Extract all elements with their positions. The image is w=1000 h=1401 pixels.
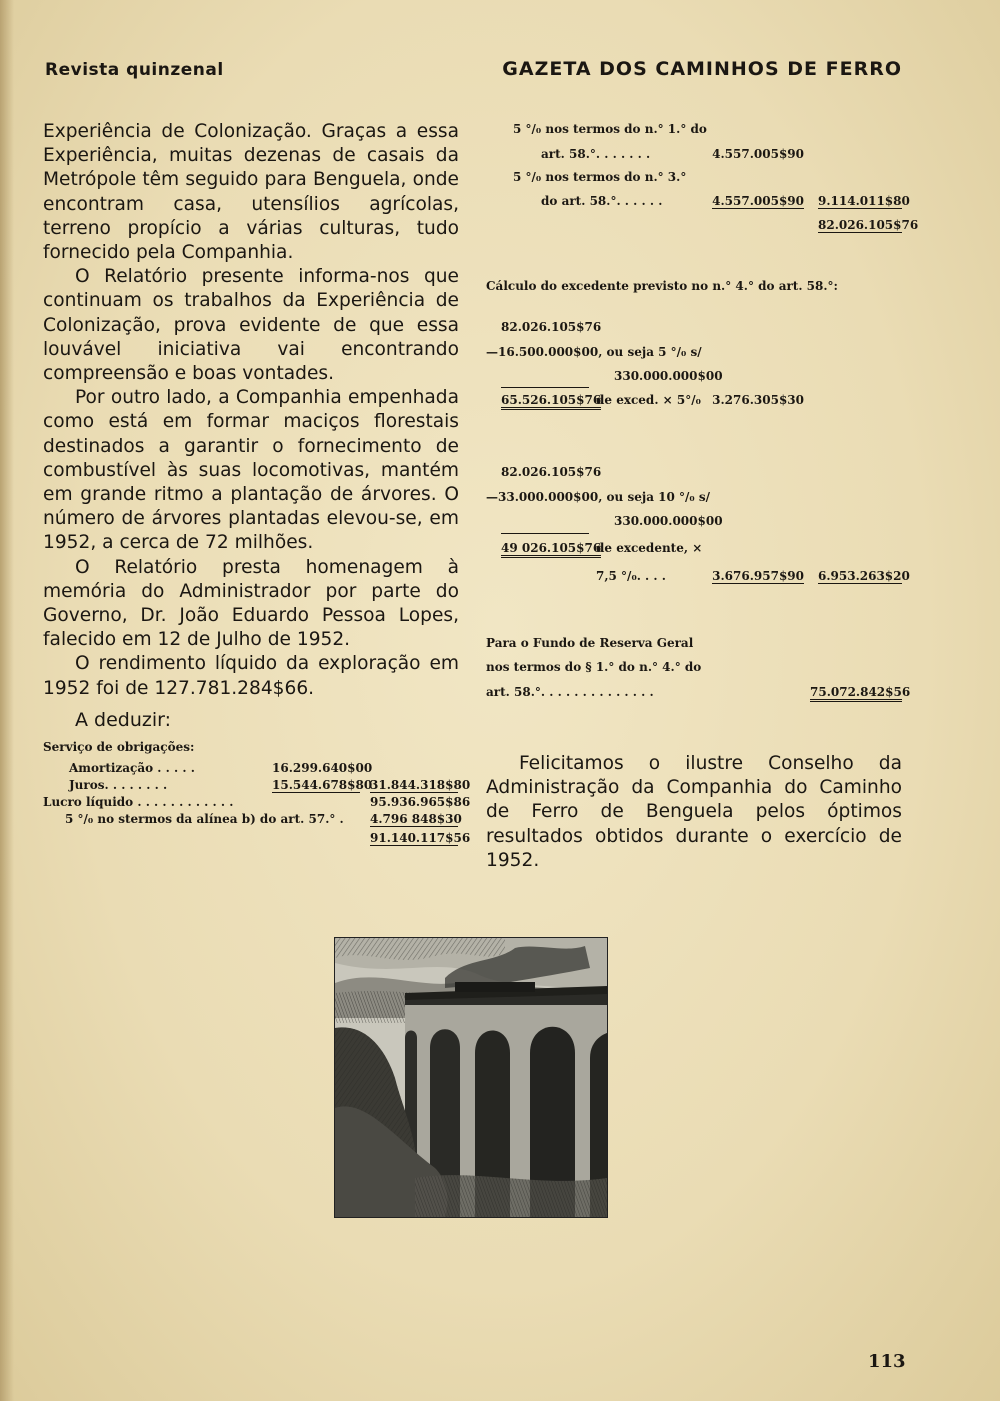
- paragraph: O Relatório presta homenagem à memória do Administrador por parte do Governo, Dr. João Eduardo Pessoa Lopes, falecido em 12 de Julho de 1952.: [43, 556, 459, 651]
- juros-label: Juros. . . . . . . .: [69, 778, 168, 792]
- calc-value: 4.557.005$90: [712, 194, 804, 208]
- calc-value: 4.557.005$90: [712, 147, 804, 161]
- calc-line: art. 58.°. . . . . . . . . . . . . .: [486, 685, 654, 699]
- closing-paragraph: [486, 752, 902, 873]
- amortizacao-value: 16.299.640$00: [272, 761, 373, 775]
- juros-value: 15.544.678$80: [272, 778, 373, 792]
- calc-line: Para o Fundo de Reserva Geral: [486, 636, 694, 650]
- sum-rule: [501, 387, 589, 388]
- page-number: 113: [868, 1351, 906, 1372]
- running-head-right: GAZETA DOS CAMINHOS DE FERRO: [502, 58, 902, 80]
- calc-line: nos termos do § 1.° do n.° 4.° do: [486, 660, 702, 674]
- viaduct-illustration: [334, 937, 608, 1218]
- calc-line: —33.000.000$00, ou seja 10 °/₀ s/: [486, 490, 710, 504]
- page-spine-shadow: [0, 0, 14, 1401]
- deduct-result: 91.140.117$56: [370, 831, 471, 845]
- paragraph: O Relatório presente informa-nos que continuam os trabalhos da Experiência de Colonização, prova evidente de que essa louvável iniciativa vai encontrando compreensão e boas vontades.: [43, 266, 459, 385]
- calc-value: 3.676.957$90: [712, 569, 804, 583]
- article-body: [43, 120, 459, 701]
- calc-total: 9.114.011$80: [818, 194, 910, 208]
- calc-line: de exced. × 5°/₀: [596, 393, 701, 407]
- reserve-total: 75.072.842$56: [810, 685, 902, 702]
- paragraph: Experiência de Colonização. Graças a essa Experiência, muitas dezenas de casais da Metrópole têm seguido para Benguela, onde encontram casa, utensílios agrícolas, terreno propício a várias culturas, tudo fornecido pela Companhia.: [43, 121, 459, 264]
- service-label: Serviço de obrigações:: [43, 740, 195, 754]
- calc-total: 82.026.105$76: [818, 218, 919, 232]
- viaduct-engraving: [335, 938, 607, 1217]
- calc-value: 3.276.305$30: [712, 393, 804, 407]
- calc-line: 330.000.000$00: [614, 369, 723, 383]
- calc-line: art. 58.°. . . . . . .: [541, 147, 651, 161]
- calc-line: 5 °/₀ nos termos do n.° 3.°: [513, 170, 687, 184]
- pct-label: 5 °/₀ no stermos da alínea b) do art. 57.° .: [65, 812, 344, 826]
- pct-value: 4.796 848$30: [370, 812, 462, 826]
- calc-line: 5 °/₀ nos termos do n.° 1.° do: [513, 122, 707, 136]
- calc-line: 330.000.000$00: [614, 514, 723, 528]
- lucro-label: Lucro líquido . . . . . . . . . . . .: [43, 795, 234, 809]
- calc-line: do art. 58.°. . . . . .: [541, 194, 663, 208]
- calc-line: 65.526.105$76: [501, 393, 601, 410]
- paragraph: Por outro lado, a Companhia empenhada como está em formar maciços florestais destinados a garantir o fornecimento de combustível às suas locomotivas, mantém em grande ritmo a plantação de árvores. O número de árvores plantadas elevou-se, em 1952, a cerca de 72 milhões.: [43, 387, 459, 554]
- calc-line: 49 026.105$76: [501, 541, 601, 558]
- calc-total: 6.953.263$20: [818, 569, 910, 583]
- lucro-value: 95.936.965$86: [370, 795, 471, 809]
- calc-line: 82.026.105$76: [501, 320, 602, 334]
- deduct-heading: A deduzir:: [75, 709, 172, 731]
- calc-line: 82.026.105$76: [501, 465, 602, 479]
- excess-heading: Cálculo do excedente previsto no n.° 4.° do art. 58.°:: [486, 279, 838, 293]
- calc-line: 7,5 °/₀. . . .: [596, 569, 666, 583]
- paragraph: O rendimento líquido da exploração em 1952 foi de 127.781.284$66.: [43, 653, 459, 699]
- closing-text: Felicitamos o ilustre Conselho da Administração da Companhia do Caminho de Ferro de Benguela pelos óptimos resultados obtidos durante o exercício de 1952.: [486, 753, 902, 871]
- calc-line: —16.500.000$00, ou seja 5 °/₀ s/: [486, 345, 702, 359]
- sum-rule: [501, 533, 589, 534]
- calc-line: de excedente, ×: [596, 541, 703, 555]
- juros-total: 31.844.318$80: [370, 778, 471, 792]
- amortizacao-label: Amortização . . . . .: [69, 761, 195, 775]
- running-head-left: Revista quinzenal: [45, 60, 224, 80]
